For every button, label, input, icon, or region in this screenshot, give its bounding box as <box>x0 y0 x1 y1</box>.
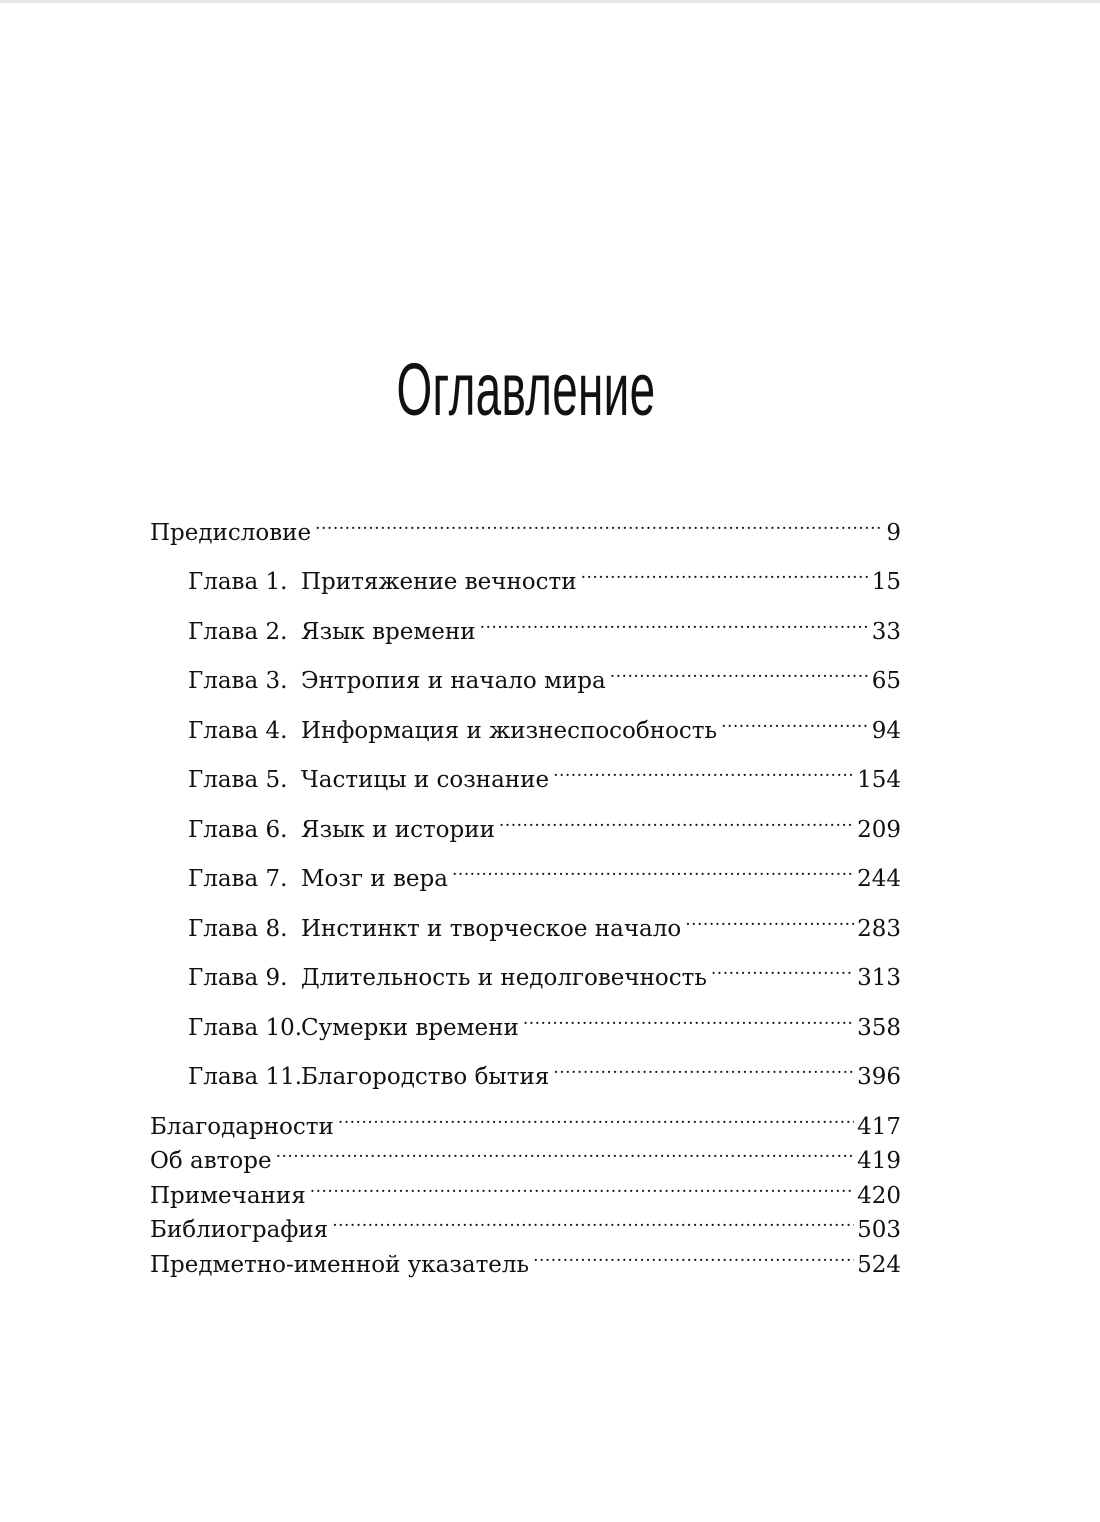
toc-entry-title: Благородство бытия <box>301 1064 550 1090</box>
toc-page-number: 396 <box>857 1064 901 1090</box>
toc-page-number: 15 <box>871 569 901 595</box>
toc-entry-title: Библиография <box>150 1217 329 1243</box>
dot-leader <box>685 902 854 936</box>
dot-leader <box>553 753 854 787</box>
dot-leader <box>480 605 869 639</box>
toc-page-number: 313 <box>857 965 901 991</box>
dot-leader <box>610 654 869 688</box>
dot-leader <box>452 852 854 886</box>
dot-leader <box>711 951 854 985</box>
toc-entry-title: Мозг и вера <box>301 866 448 892</box>
chapter-label: Глава 6. <box>188 817 288 843</box>
dot-leader <box>315 506 883 540</box>
toc-page-number: 358 <box>857 1015 901 1041</box>
chapter-label: Глава 1. <box>188 569 288 595</box>
dot-leader <box>499 803 854 837</box>
chapter-label: Глава 2. <box>188 619 288 645</box>
toc-entry-chapter-3[interactable] <box>188 654 901 694</box>
page-title: Оглавление <box>396 348 656 431</box>
toc-entry-chapter-2[interactable] <box>188 605 901 645</box>
chapter-label: Глава 5. <box>188 767 288 793</box>
toc-page-number: 503 <box>857 1217 901 1243</box>
chapter-label: Глава 8. <box>188 916 288 942</box>
toc-page-number: 209 <box>857 817 901 843</box>
toc-entry-title: Инстинкт и творческое начало <box>301 916 682 942</box>
dot-leader <box>533 1238 854 1272</box>
toc-entry-title: Притяжение вечности <box>301 569 577 595</box>
toc-entry-title: Предисловие <box>150 520 312 546</box>
toc-entry-title: Благодарности <box>150 1114 334 1140</box>
chapter-label: Глава 10. <box>188 1015 303 1041</box>
toc-entry-title: Предметно-именной указатель <box>150 1252 530 1278</box>
toc-entry-title: Сумерки времени <box>301 1015 519 1041</box>
toc-entry-bibliography[interactable] <box>150 1203 901 1243</box>
toc-entry-chapter-7[interactable] <box>188 852 901 892</box>
toc-entry-chapter-10[interactable] <box>188 1001 901 1041</box>
toc-entry-title: Длительность и недолговечность <box>301 965 707 991</box>
page-top-edge <box>0 0 1100 3</box>
toc-entry-chapter-9[interactable] <box>188 951 901 991</box>
toc-entry-preface[interactable] <box>150 506 901 546</box>
toc-page-number: 94 <box>871 718 901 744</box>
toc-entry-chapter-5[interactable] <box>188 753 901 793</box>
toc-page-number: 65 <box>871 668 901 694</box>
dot-leader <box>276 1134 855 1168</box>
chapter-label: Глава 9. <box>188 965 288 991</box>
toc-entry-chapter-8[interactable] <box>188 902 901 942</box>
dot-leader <box>310 1169 854 1203</box>
dot-leader <box>332 1203 854 1237</box>
toc-entry-title: Частицы и сознание <box>301 767 550 793</box>
toc-page-number: 283 <box>857 916 901 942</box>
toc-entry-about-author[interactable] <box>150 1134 901 1174</box>
toc-entry-title: Язык времени <box>301 619 476 645</box>
toc-page-number: 419 <box>857 1148 901 1174</box>
chapter-label: Глава 3. <box>188 668 288 694</box>
toc-entry-index[interactable] <box>150 1238 901 1278</box>
toc-entry-title: Информация и жизнеспособность <box>301 718 718 744</box>
chapter-label: Глава 7. <box>188 866 288 892</box>
dot-leader <box>581 555 869 589</box>
toc-entry-chapter-11[interactable] <box>188 1050 901 1090</box>
toc-entry-chapter-6[interactable] <box>188 803 901 843</box>
toc-page-number: 9 <box>886 520 901 546</box>
toc-page-number: 420 <box>857 1183 901 1209</box>
toc-entry-title: Примечания <box>150 1183 306 1209</box>
toc-entry-title: Энтропия и начало мира <box>301 668 606 694</box>
toc-page-number: 417 <box>857 1114 901 1140</box>
dot-leader <box>721 704 869 738</box>
toc-entry-title: Язык и истории <box>301 817 495 843</box>
toc-entry-notes[interactable] <box>150 1169 901 1209</box>
toc-page-number: 33 <box>871 619 901 645</box>
chapter-label: Глава 11. <box>188 1064 303 1090</box>
toc-page-number: 154 <box>857 767 901 793</box>
toc-entry-chapter-4[interactable] <box>188 704 901 744</box>
chapter-label: Глава 4. <box>188 718 288 744</box>
toc-entry-chapter-1[interactable] <box>188 555 901 595</box>
toc-entry-acknowledgements[interactable] <box>150 1100 901 1140</box>
toc-page-number: 524 <box>857 1252 901 1278</box>
toc-page-number: 244 <box>857 866 901 892</box>
toc-entry-title: Об авторе <box>150 1148 272 1174</box>
dot-leader <box>338 1100 854 1134</box>
dot-leader <box>553 1050 854 1084</box>
dot-leader <box>523 1001 854 1035</box>
